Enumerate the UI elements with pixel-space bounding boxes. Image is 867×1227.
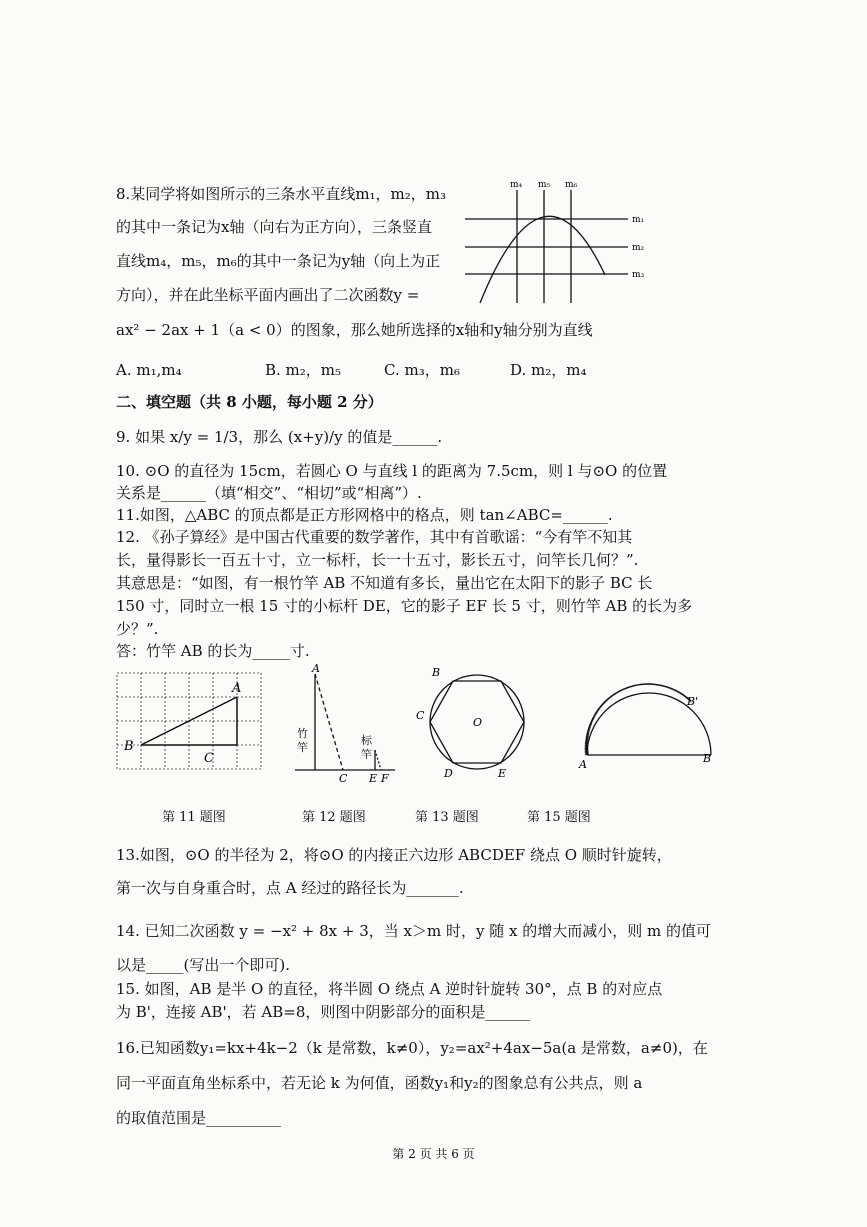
q8-line-5: ax² − 2ax + 1（a < 0）的图象，那么她所选择的x轴和y轴分别为直线 — [116, 321, 593, 339]
fig15-caption: 第 15 题图 — [527, 810, 591, 825]
fig12-label-c: C — [339, 772, 348, 785]
q15-line-2: 为 B'，连接 AB'，若 AB=8，则图中阴影部分的面积是______ — [116, 1003, 531, 1021]
fig12-label-a: A — [312, 662, 320, 675]
fig11-label-b: B — [124, 739, 134, 754]
q16-line-3: 的取值范围是__________ — [116, 1109, 282, 1127]
q14-line-1: 14. 已知二次函数 y = −x² + 8x + 3，当 x＞m 时，y 随 x 的增大而减小，则 m 的值可 — [116, 922, 711, 940]
fig13-label-b: B — [432, 666, 441, 679]
fig12-label-f: F — [381, 772, 389, 785]
fig12-rod-char-2: 竿 — [361, 748, 372, 761]
fig13-label-d: D — [444, 767, 453, 780]
q16-line-1: 16.已知函数y₁=kx+4k−2（k 是常数，k≠0），y₂=ax²+4ax−5a(a 是常数，a≠0)，在 — [116, 1039, 708, 1057]
q15-line-1: 15. 如图，AB 是半 O 的直径，将半圆 O 绕点 A 逆时针旋转 30°，点 B 的对应点 — [116, 980, 663, 998]
q8-figure — [460, 175, 660, 310]
q10-line-1: 10. ⊙O 的直径为 15cm，若圆心 O 与直线 l 的距离为 7.5cm，则 l 与⊙O 的位置 — [116, 462, 668, 480]
fig13-hexagon — [412, 662, 542, 782]
fig11-label-c: C — [204, 751, 214, 766]
fig12-pole-char-1: 竹 — [297, 727, 308, 740]
fig11-grid — [112, 668, 267, 778]
q12-line-4: 150 寸，同时立一根 15 寸的小标杆 DE，它的影子 EF 长 5 寸，则竹竿 AB 的长为多 — [116, 597, 693, 615]
q13-line-1: 13.如图，⊙O 的半径为 2，将⊙O 的内接正六边形 ABCDEF 绕点 O 顺时针旋转， — [116, 846, 672, 864]
q8-line-2: 的其中一条记为x轴（向右为正方向），三条竖直 — [116, 218, 432, 236]
q8-option-d: D. m₂，m₄ — [510, 361, 587, 379]
q8-line-3: 直线m₄，m₅，m₆的其中一条记为y轴（向上为正 — [116, 252, 441, 270]
q13-line-2: 第一次与自身重合时，点 A 经过的路径长为_______. — [116, 879, 464, 897]
q12-line-5: 少？”. — [116, 620, 159, 638]
fig12-poles — [285, 662, 405, 787]
q8-line-1: 8.某同学将如图所示的三条水平直线m₁，m₂，m₃ — [116, 185, 447, 203]
fig11-caption: 第 11 题图 — [162, 810, 226, 825]
fig13-caption: 第 13 题图 — [415, 810, 479, 825]
q8-label-m6: m₆ — [565, 180, 578, 190]
q12-line-2: 长，量得影长一百五十寸，立一标杆，长一十五寸，影长五寸，问竿长几何？”. — [116, 551, 639, 569]
q12-answer: 答：竹竿 AB 的长为_____寸. — [116, 642, 310, 660]
fig13-label-e: E — [498, 767, 507, 780]
section-2-heading: 二、填空题（共 8 小题，每小题 2 分） — [116, 393, 383, 411]
q8-label-m2: m₂ — [632, 243, 645, 253]
q8-option-a: A. m₁,m₄ — [116, 361, 182, 379]
fig12-rod-char-1: 标 — [361, 734, 372, 747]
fig15-label-b: B — [703, 752, 712, 765]
q8-label-m4: m₄ — [510, 180, 523, 190]
fig12-caption: 第 12 题图 — [302, 810, 366, 825]
q8-option-c: C. m₃，m₆ — [384, 361, 460, 379]
q11-text: 11.如图，△ABC 的顶点都是正方形网格中的格点，则 tan∠ABC=______. — [116, 506, 613, 524]
fig11-label-a: A — [232, 681, 242, 696]
q8-label-m1: m₁ — [632, 215, 645, 225]
fig15-label-bprime: B' — [687, 695, 699, 708]
q12-line-3: 其意思是：“如图，有一根竹竿 AB 不知道有多长，量出它在太阳下的影子 BC 长 — [116, 574, 653, 592]
q9-text: 9. 如果 x/y = 1/3，那么 (x+y)/y 的值是______. — [116, 428, 443, 446]
fig15-semicircles — [575, 670, 725, 770]
q10-line-2: 关系是______（填“相交”、“相切”或“相离”）. — [116, 484, 422, 502]
fig15-label-a: A — [579, 758, 587, 770]
q8-label-m3: m₃ — [632, 270, 645, 280]
fig13-label-o: O — [473, 716, 483, 729]
q14-line-2: 以是_____(写出一个即可). — [116, 956, 290, 974]
page-footer: 第 2 页 共 6 页 — [392, 1147, 475, 1161]
q8-label-m5: m₅ — [538, 180, 551, 190]
fig12-label-e: E — [369, 772, 378, 785]
fig12-pole-char-2: 竿 — [297, 741, 308, 754]
q16-line-2: 同一平面直角坐标系中，若无论 k 为何值，函数y₁和y₂的图象总有公共点，则 a — [116, 1074, 643, 1092]
q8-option-b: B. m₂，m₅ — [265, 361, 342, 379]
q12-line-1: 12. 《孙子算经》是中国古代重要的数学著作，其中有首歌谣：“今有竿不知其 — [116, 528, 633, 546]
fig13-label-c: C — [416, 709, 425, 722]
q8-line-4: 方向），并在此坐标平面内画出了二次函数y = — [116, 286, 420, 304]
